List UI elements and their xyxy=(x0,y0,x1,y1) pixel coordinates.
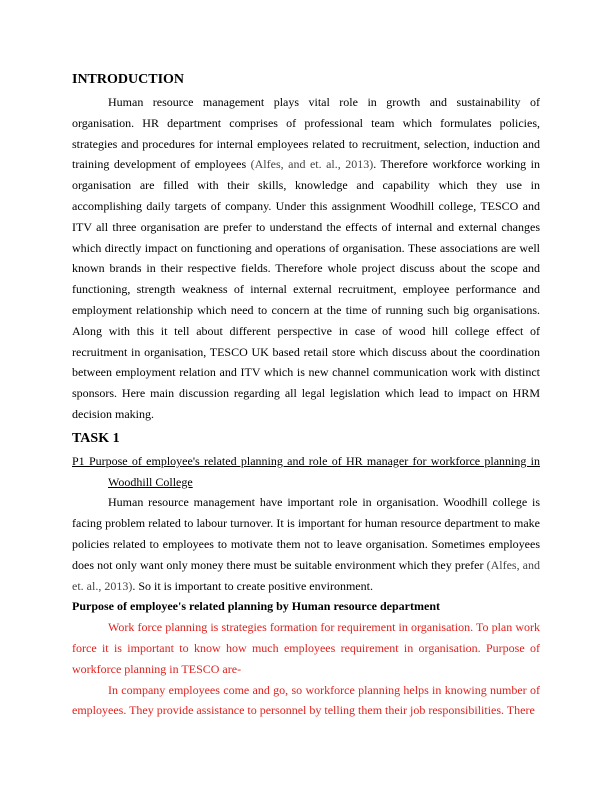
intro-text-b: . Therefore workforce working in organisation are filled with their skills, knowledge and capability which they use in accomplishing daily targets of company. Under this assignment Woodhill college, TESCO and ITV all three organisation are prefer to understand the effects of internal and external changes which directly impact on functioning and operations of organisation. These associations are well known brands in their respective fields. Therefore whole project discuss about the scope and functioning, strength weakness of internal external recruitment, employee performance and employment relationship which need to concern at the time of running such big organisations. Along with this it tell about different perspective in case of wood hill college effect of recruitment in organisation, TESCO UK based retail store which discuss about the coordination between employment relation and ITV which is new channel communication work with distinct sponsors. Here main discussion regarding all legal legislation which lead to impact on HRM decision making. xyxy=(72,157,540,421)
introduction-paragraph xyxy=(72,92,540,425)
task1-text-a: Human resource management have important role in organisation. Woodhill college is facing problem related to labour turnover. It is important for human resource department to make policies related to employees to motivate them not to leave organisation. Sometimes employees does not only want only money there must be suitable environment which they prefer xyxy=(72,495,540,572)
introduction-heading: INTRODUCTION xyxy=(72,72,185,87)
workforce-planning-paragraph: Work force planning is strategies formation for requirement in organisation. To plan work force it is important to know how much employees requirement in organisation. Purpose of workforce planning in TESCO are- xyxy=(72,620,540,676)
task1-paragraph xyxy=(72,492,540,596)
purpose-heading: Purpose of employee's related planning by Human resource department xyxy=(72,599,440,614)
task1-heading: TASK 1 xyxy=(72,430,120,446)
task1-text-b: . So it is important to create positive environment. xyxy=(132,578,373,593)
document-page xyxy=(72,72,540,721)
task1-subheading: P1 Purpose of employee's related planning and role of HR manager for workforce planning in Woodhill College xyxy=(72,453,540,489)
intro-text-a: Human resource management plays vital role in growth and sustainability of organisation. HR department comprises of professional team which formulates policies, strategies and procedures for internal employees related to recruitment, selection, induction and training development of employees xyxy=(72,95,540,172)
employees-paragraph: In company employees come and go, so workforce planning helps in knowing number of employees. They provide assistance to personnel by telling them their job responsibilities. There xyxy=(72,682,540,718)
intro-citation: (Alfes, and et. al., 2013) xyxy=(250,157,374,172)
task1-citation: (Alfes, and et. al., 2013) xyxy=(72,557,540,593)
